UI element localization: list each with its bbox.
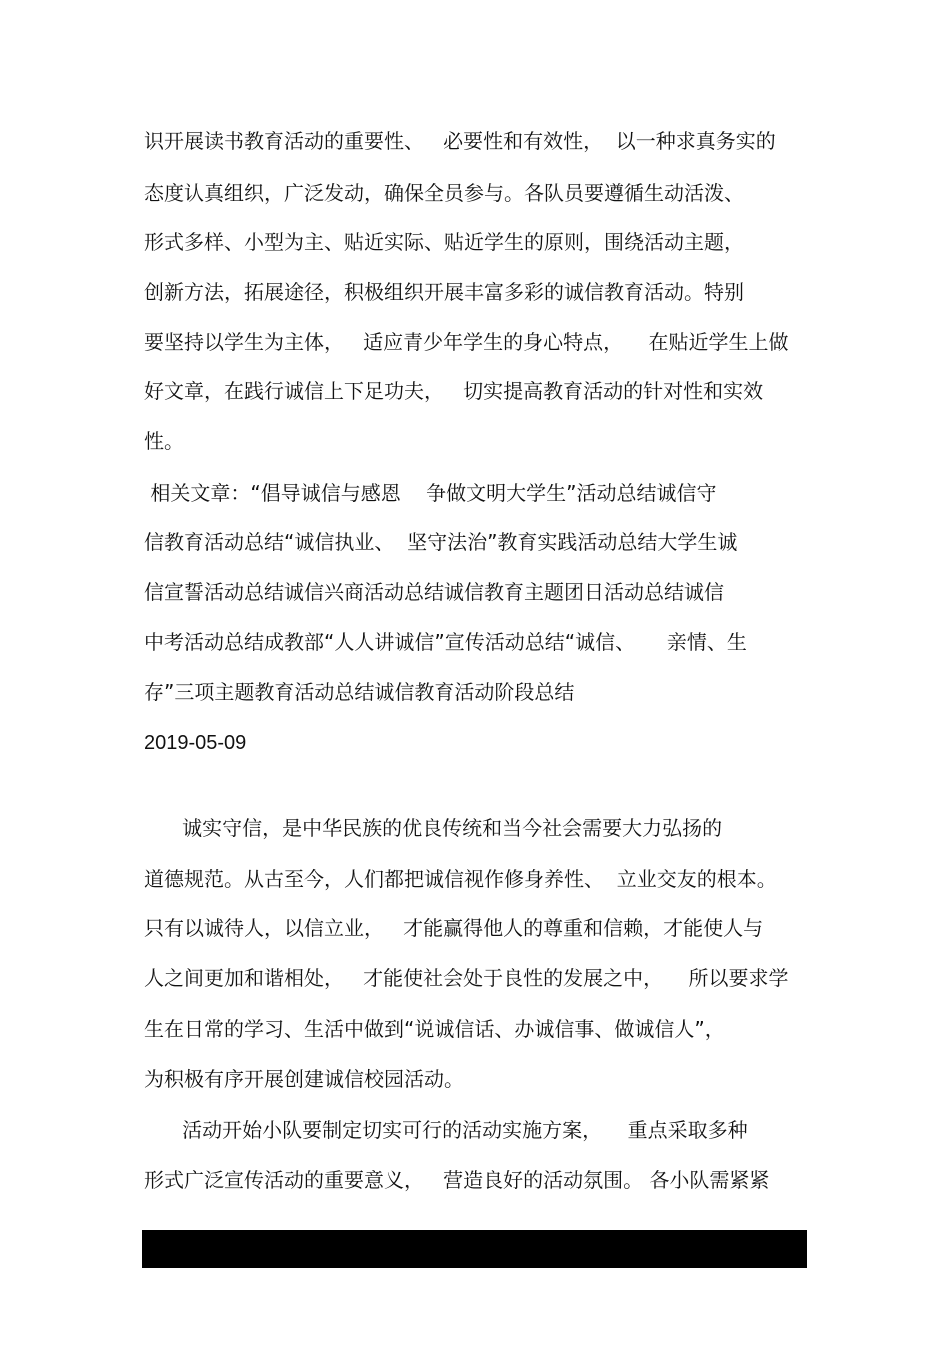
related-articles-line: 中考活动总结成教部“人人讲诚信”宣传活动总结“诚信、 亲情、生	[144, 630, 747, 654]
paragraph-line: 要坚持以学生为主体， 适应青少年学生的身心特点， 在贴近学生上做	[144, 330, 789, 354]
related-articles-line: 存”三项主题教育活动总结诚信教育活动阶段总结	[144, 680, 575, 704]
paragraph-line: 为积极有序开展创建诚信校园活动。	[144, 1067, 464, 1091]
paragraph-line: 形式广泛宣传活动的重要意义， 营造良好的活动氛围。 各小队需紧紧	[144, 1168, 770, 1192]
related-articles-line: 相关文章：“倡导诚信与感恩 争做文明大学生”活动总结诚信守	[144, 481, 717, 505]
paragraph-line: 形式多样、小型为主、贴近实际、贴近学生的原则，围绕活动主题，	[144, 230, 744, 254]
paragraph-line: 活动开始小队要制定切实可行的活动实施方案， 重点采取多种	[144, 1118, 748, 1142]
related-articles-line: 信宣誓活动总结诚信兴商活动总结诚信教育主题团日活动总结诚信	[144, 580, 724, 604]
related-articles-line: 信教育活动总结“诚信执业、 坚守法治”教育实践活动总结大学生诚	[144, 530, 738, 554]
paragraph-line: 诚实守信，是中华民族的优良传统和当今社会需要大力弘扬的	[144, 816, 723, 840]
paragraph-line: 道德规范。从古至今，人们都把诚信视作修身养性、 立业交友的根本。	[144, 867, 777, 891]
paragraph-line: 生在日常的学习、生活中做到“说诚信话、办诚信事、做诚信人”，	[144, 1017, 725, 1041]
paragraph-line: 好文章，在践行诚信上下足功夫， 切实提高教育活动的针对性和实效	[144, 379, 764, 403]
paragraph-line: 人之间更加和谐相处， 才能使社会处于良性的发展之中， 所以要求学	[144, 966, 789, 990]
paragraph-line: 性。	[144, 429, 184, 453]
paragraph-line: 识开展读书教育活动的重要性、 必要性和有效性， 以一种求真务实的	[144, 129, 776, 153]
paragraph-line: 创新方法，拓展途径，积极组织开展丰富多彩的诚信教育活动。特别	[144, 280, 744, 304]
paragraph-line: 态度认真组织，广泛发动，确保全员参与。各队员要遵循生动活泼、	[144, 181, 744, 205]
paragraph-line: 只有以诚待人，以信立业， 才能赢得他人的尊重和信赖，才能使人与	[144, 916, 764, 940]
publish-date: 2019-05-09	[144, 732, 247, 754]
black-footer-bar	[142, 1230, 807, 1268]
